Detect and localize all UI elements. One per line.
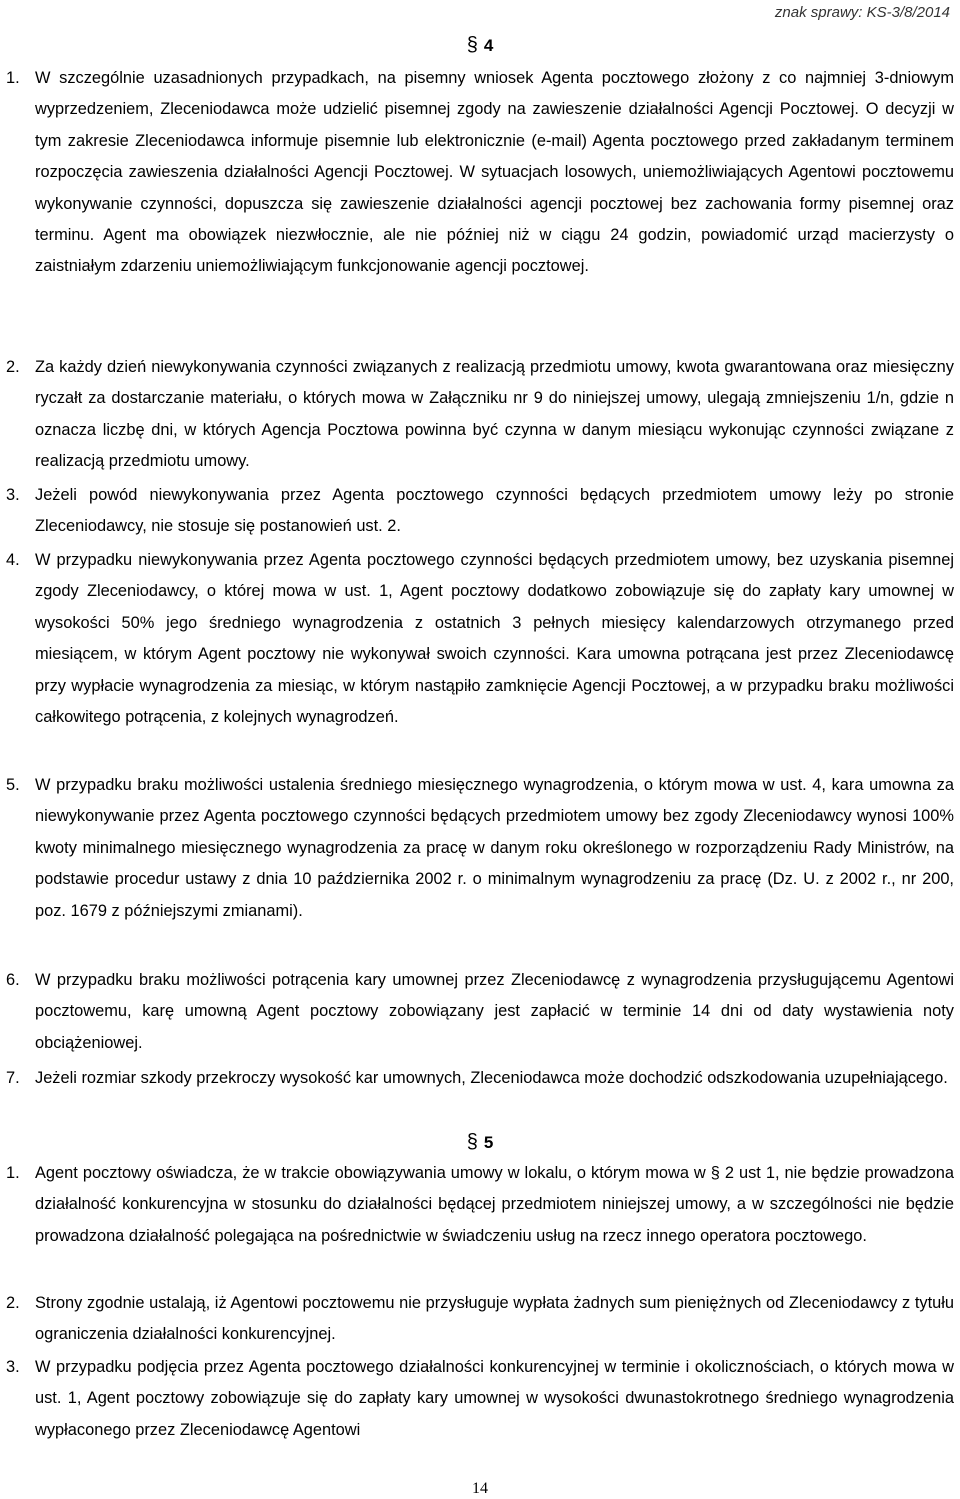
paragraph-4-2	[6, 352, 954, 478]
paragraph-text: W przypadku braku możliwości ustalenia średniego miesięcznego wynagrodzenia, o którym mowa w ust. 4, kara umowna za niewykonywanie przez Agenta pocztowego czynności będących przedmiotem umowy bez zgody Zleceniodawcy wynosi 100% kwoty minimalnego miesięcznego wynagrodzenia za pracę w danym roku określonego w rozporządzeniu Rady Ministrów, na podstawie procedur ustawy z dnia 10 października 2002 r. o minimalnym wynagrodzeniu za pracę (Dz. U. z 2002 r., nr 200, poz. 1679 z późniejszymi zmianami).	[35, 776, 954, 920]
paragraph-text: Jeżeli rozmiar szkody przekroczy wysokość kar umownych, Zleceniodawca może dochodzić odszkodowania uzupełniającego.	[35, 1069, 948, 1087]
section-number: 5	[483, 1133, 494, 1152]
paragraph-number: 7.	[6, 1069, 20, 1087]
paragraph-5-3	[6, 1352, 954, 1446]
paragraph-text: W przypadku braku możliwości potrącenia kary umownej przez Zleceniodawcę z wynagrodzenia przysługującemu Agentowi pocztowemu, karę umowną Agent pocztowy zobowiązany jest zapłacić w terminie 14 dni od daty wystawienia noty obciążeniowej.	[35, 971, 954, 1052]
section-symbol: §	[466, 1131, 478, 1153]
paragraph-text: Strony zgodnie ustalają, iż Agentowi pocztowemu nie przysługuje wypłata żadnych sum pieniężnych od Zleceniodawcy z tytułu ograniczenia działalności konkurencyjnej.	[35, 1294, 954, 1344]
paragraph-number: 3.	[6, 486, 20, 504]
paragraph-4-5	[6, 770, 954, 927]
paragraph-number: 5.	[6, 776, 20, 794]
paragraph-text: Jeżeli powód niewykonywania przez Agenta pocztowego czynności będących przedmiotem umowy leży po stronie Zleceniodawcy, nie stosuje się postanowień ust. 2.	[35, 486, 954, 536]
paragraph-number: 2.	[6, 358, 20, 376]
paragraph-4-6	[6, 965, 954, 1059]
paragraph-5-1	[6, 1158, 954, 1252]
paragraph-5-2	[6, 1288, 954, 1351]
paragraph-4-3	[6, 480, 954, 543]
paragraph-number: 1.	[6, 1164, 20, 1182]
paragraph-number: 6.	[6, 971, 20, 989]
paragraph-number: 1.	[6, 69, 20, 87]
section-heading-5	[0, 1131, 960, 1154]
section-heading-4	[0, 34, 960, 57]
paragraph-4-7	[6, 1063, 954, 1094]
paragraph-text: W przypadku podjęcia przez Agenta pocztowego działalności konkurencyjnej w terminie i okolicznościach, o których mowa w ust. 1, Agent pocztowy zobowiązuje się do zapłaty kary umownej w wysokości dwunastokrotnego średniego wynagrodzenia wypłaconego przez Zleceniodawcę Agentowi	[35, 1358, 954, 1439]
paragraph-number: 2.	[6, 1294, 20, 1312]
paragraph-number: 3.	[6, 1358, 20, 1376]
paragraph-text: Agent pocztowy oświadcza, że w trakcie obowiązywania umowy w lokalu, o którym mowa w § 2 ust 1, nie będzie prowadzona działalność konkurencyjna w stosunku do działalności będącej przedmiotem niniejszej umowy, a w szczególności nie będzie prowadzona działalność polegająca na pośrednictwie w świadczeniu usług na rzecz innego operatora pocztowego.	[35, 1164, 954, 1245]
case-reference: znak sprawy: KS-3/8/2014	[774, 4, 950, 21]
paragraph-text: W przypadku niewykonywania przez Agenta pocztowego czynności będących przedmiotem umowy, bez uzyskania pisemnej zgody Zleceniodawcy, o której mowa w ust. 1, Agent pocztowy dodatkowo zobowiązuje się do zapłaty kary umownej w wysokości 50% jego średniego wynagrodzenia z ostatnich 3 pełnych miesięcy kalendarzowych otrzymanego przed miesiącem, w którym Agent pocztowy nie wykonywał swoich czynności. Kara umowna potrącana jest przez Zleceniodawcę przy wypłacie wynagrodzenia za miesiąc, w którym nastąpiło zamknięcie Agencji Pocztowej, a w przypadku braku możliwości całkowitego potrącenia, z kolejnych wynagrodzeń.	[35, 551, 954, 727]
paragraph-number: 4.	[6, 551, 20, 569]
paragraph-text: W szczególnie uzasadnionych przypadkach, na pisemny wniosek Agenta pocztowego złożony z co najmniej 3-dniowym wyprzedzeniem, Zleceniodawca może udzielić pisemnej zgody na zawieszenie działalności Agencji Pocztowej. O decyzji w tym zakresie Zleceniodawca informuje pisemnie lub elektronicznie (e-mail) Agenta pocztowego przed zakładanym terminem rozpoczęcia zawieszenia działalności Agencji Pocztowej. W sytuacjach losowych, uniemożliwiających Agentowi pocztowemu wykonywanie czynności, dopuszcza się zawieszenie działalności agencji pocztowej bez zachowania formy pisemnej oraz terminu. Agent ma obowiązek niezwłocznie, ale nie później niż w ciągu 24 godzin, powiadomić urząd macierzysty o zaistniałym zdarzeniu uniemożliwiającym funkcjonowanie agencji pocztowej.	[35, 69, 954, 276]
section-number: 4	[483, 36, 494, 55]
section-symbol: §	[466, 34, 478, 56]
paragraph-4-4	[6, 545, 954, 733]
paragraph-4-1	[6, 63, 954, 283]
page-number: 14	[472, 1480, 488, 1497]
paragraph-text: Za każdy dzień niewykonywania czynności związanych z realizacją przedmiotu umowy, kwota gwarantowana oraz miesięczny ryczałt za dostarczanie materiału, o których mowa w Załączniku nr 9 do niniejszej umowy, ulegają zmniejszeniu 1/n, gdzie n oznacza liczbę dni, w których Agencja Pocztowa powinna być czynna w danym miesiącu wykonując czynności związane z realizacją przedmiotu umowy.	[35, 358, 954, 471]
